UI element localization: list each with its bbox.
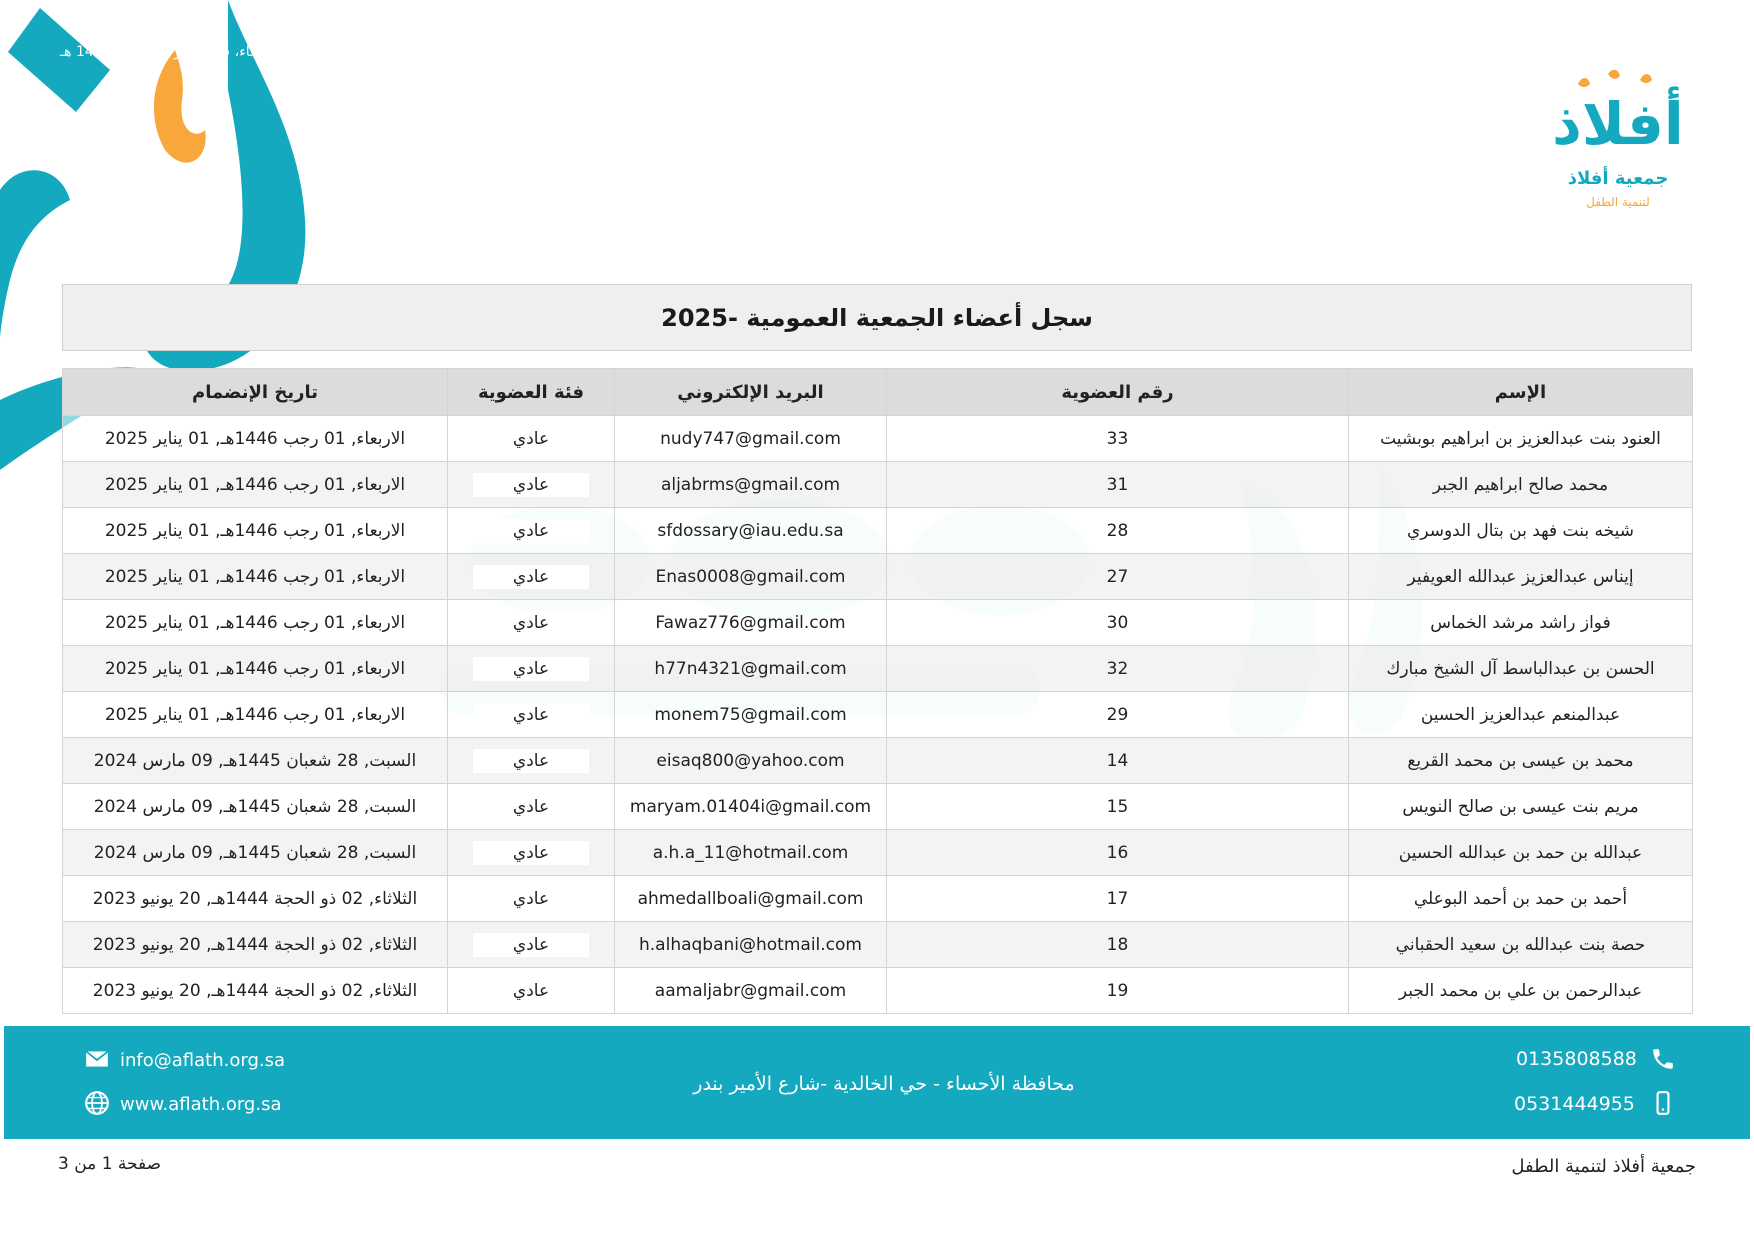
page-number: صفحة 1 من 3	[58, 1154, 162, 1174]
cell-number: 18	[887, 922, 1349, 968]
category-label: عادي	[473, 933, 589, 957]
document-title: سجل أعضاء الجمعية العمومية -2025	[661, 303, 1093, 332]
cell-joined: الاربعاء, 01 رجب 1446هـ, 01 يناير 2025	[63, 692, 448, 738]
cell-number: 33	[887, 416, 1349, 462]
cell-category	[448, 462, 615, 508]
cell-email: a.h.a_11@hotmail.com	[615, 830, 887, 876]
logo-org-name: جمعية أفلاذ	[1567, 168, 1669, 189]
cell-number: 19	[887, 968, 1349, 1014]
col-header-name: الإسم	[1349, 369, 1693, 416]
cell-name: محمد صالح ابراهيم الجبر	[1349, 462, 1693, 508]
cell-joined: الاربعاء, 01 رجب 1446هـ, 01 يناير 2025	[63, 646, 448, 692]
table-row	[63, 554, 1693, 600]
document-title-box	[62, 284, 1692, 351]
cell-number: 16	[887, 830, 1349, 876]
col-header-email: البريد الإلكتروني	[615, 369, 887, 416]
cell-email: nudy747@gmail.com	[615, 416, 887, 462]
table-header-row	[63, 369, 1693, 416]
cell-name: إيناس عبدالعزيز عبدالله العويفير	[1349, 554, 1693, 600]
page-footer-org: جمعية أفلاذ لتنمية الطفل	[1511, 1156, 1696, 1177]
cell-joined: السبت, 28 شعبان 1445هـ, 09 مارس 2024	[63, 738, 448, 784]
cell-number: 32	[887, 646, 1349, 692]
cell-name: عبدالرحمن بن علي بن محمد الجبر	[1349, 968, 1693, 1014]
category-label: عادي	[473, 611, 589, 635]
table-row	[63, 738, 1693, 784]
cell-category	[448, 968, 615, 1014]
logo-wordmark: أفلاذ	[1552, 90, 1684, 158]
cell-category	[448, 692, 615, 738]
cell-joined: الاربعاء, 01 رجب 1446هـ, 01 يناير 2025	[63, 554, 448, 600]
cell-number: 27	[887, 554, 1349, 600]
cell-number: 15	[887, 784, 1349, 830]
cell-name: مريم بنت عيسى بن صالح النويس	[1349, 784, 1693, 830]
category-label: عادي	[473, 427, 589, 451]
cell-category	[448, 416, 615, 462]
cell-joined: السبت, 28 شعبان 1445هـ, 09 مارس 2024	[63, 830, 448, 876]
cell-email: Fawaz776@gmail.com	[615, 600, 887, 646]
category-label: عادي	[473, 703, 589, 727]
cell-category	[448, 784, 615, 830]
cell-email: Enas0008@gmail.com	[615, 554, 887, 600]
table-row	[63, 830, 1693, 876]
cell-category	[448, 830, 615, 876]
footer-mobile[interactable]: 0531444955	[1514, 1093, 1635, 1115]
cell-name: العنود بنت عبدالعزيز بن ابراهيم بوبشيت	[1349, 416, 1693, 462]
cell-name: محمد بن عيسى بن محمد القريع	[1349, 738, 1693, 784]
footer-email[interactable]: info@aflath.org.sa	[120, 1050, 285, 1071]
globe-icon	[84, 1090, 110, 1116]
cell-category	[448, 508, 615, 554]
cell-email: monem75@gmail.com	[615, 692, 887, 738]
header-date: الأربعاء، 15 أكتوبر 2025م - 1447 هـ	[60, 44, 280, 60]
cell-joined: الثلاثاء, 02 ذو الحجة 1444هـ, 20 يونيو 2023	[63, 922, 448, 968]
cell-category	[448, 738, 615, 784]
cell-email: h.alhaqbani@hotmail.com	[615, 922, 887, 968]
table-row	[63, 600, 1693, 646]
cell-name: عبدالله بن حمد بن عبدالله الحسين	[1349, 830, 1693, 876]
cell-number: 28	[887, 508, 1349, 554]
cell-name: حصة بنت عبدالله بن سعيد الحقباني	[1349, 922, 1693, 968]
cell-joined: الاربعاء, 01 رجب 1446هـ, 01 يناير 2025	[63, 600, 448, 646]
col-header-category: فئة العضوية	[448, 369, 615, 416]
cell-name: شيخه بنت فهد بن بتال الدوسري	[1349, 508, 1693, 554]
table-row	[63, 692, 1693, 738]
category-label: عادي	[473, 887, 589, 911]
cell-joined: الثلاثاء, 02 ذو الحجة 1444هـ, 20 يونيو 2023	[63, 968, 448, 1014]
table-row	[63, 968, 1693, 1014]
cell-email: ahmedallboali@gmail.com	[615, 876, 887, 922]
cell-email: aamaljabr@gmail.com	[615, 968, 887, 1014]
phone-icon	[1650, 1046, 1676, 1072]
aflath-logo	[1548, 66, 1688, 216]
cell-name: الحسن بن عبدالباسط آل الشيخ مبارك	[1349, 646, 1693, 692]
cell-joined: الاربعاء, 01 رجب 1446هـ, 01 يناير 2025	[63, 462, 448, 508]
category-label: عادي	[473, 749, 589, 773]
table-row	[63, 876, 1693, 922]
cell-category	[448, 876, 615, 922]
cell-number: 17	[887, 876, 1349, 922]
col-header-number: رقم العضوية	[887, 369, 1349, 416]
table-row	[63, 416, 1693, 462]
cell-category	[448, 600, 615, 646]
category-label: عادي	[473, 473, 589, 497]
table-row	[63, 462, 1693, 508]
table-row	[63, 784, 1693, 830]
mobile-icon	[1650, 1090, 1676, 1116]
cell-number: 29	[887, 692, 1349, 738]
cell-category	[448, 646, 615, 692]
category-label: عادي	[473, 841, 589, 865]
cell-category	[448, 922, 615, 968]
footer-address: محافظة الأحساء - حي الخالدية -شارع الأمير بندر	[693, 1073, 1075, 1095]
table-row	[63, 646, 1693, 692]
col-header-joined: تاريخ الإنضمام	[63, 369, 448, 416]
cell-name: أحمد بن حمد بن أحمد البوعلي	[1349, 876, 1693, 922]
cell-number: 14	[887, 738, 1349, 784]
table-row	[63, 508, 1693, 554]
cell-email: aljabrms@gmail.com	[615, 462, 887, 508]
members-table	[62, 368, 1693, 1014]
cell-email: eisaq800@yahoo.com	[615, 738, 887, 784]
footer-website[interactable]: www.aflath.org.sa	[120, 1094, 282, 1115]
cell-number: 31	[887, 462, 1349, 508]
cell-joined: الثلاثاء, 02 ذو الحجة 1444هـ, 20 يونيو 2023	[63, 876, 448, 922]
cell-email: maryam.01404i@gmail.com	[615, 784, 887, 830]
cell-joined: السبت, 28 شعبان 1445هـ, 09 مارس 2024	[63, 784, 448, 830]
cell-joined: الاربعاء, 01 رجب 1446هـ, 01 يناير 2025	[63, 416, 448, 462]
table-row	[63, 922, 1693, 968]
cell-name: عبدالمنعم عبدالعزيز الحسين	[1349, 692, 1693, 738]
mail-icon	[84, 1046, 110, 1072]
category-label: عادي	[473, 519, 589, 543]
footer-phone[interactable]: 0135808588	[1516, 1048, 1637, 1070]
cell-category	[448, 554, 615, 600]
category-label: عادي	[473, 657, 589, 681]
logo-tagline: لتنمية الطفل	[1586, 195, 1650, 209]
category-label: عادي	[473, 795, 589, 819]
category-label: عادي	[473, 565, 589, 589]
cell-email: h77n4321@gmail.com	[615, 646, 887, 692]
cell-email: sfdossary@iau.edu.sa	[615, 508, 887, 554]
cell-number: 30	[887, 600, 1349, 646]
cell-joined: الاربعاء, 01 رجب 1446هـ, 01 يناير 2025	[63, 508, 448, 554]
contact-footer-band	[4, 1026, 1750, 1139]
cell-name: فواز راشد مرشد الخماس	[1349, 600, 1693, 646]
category-label: عادي	[473, 979, 589, 1003]
